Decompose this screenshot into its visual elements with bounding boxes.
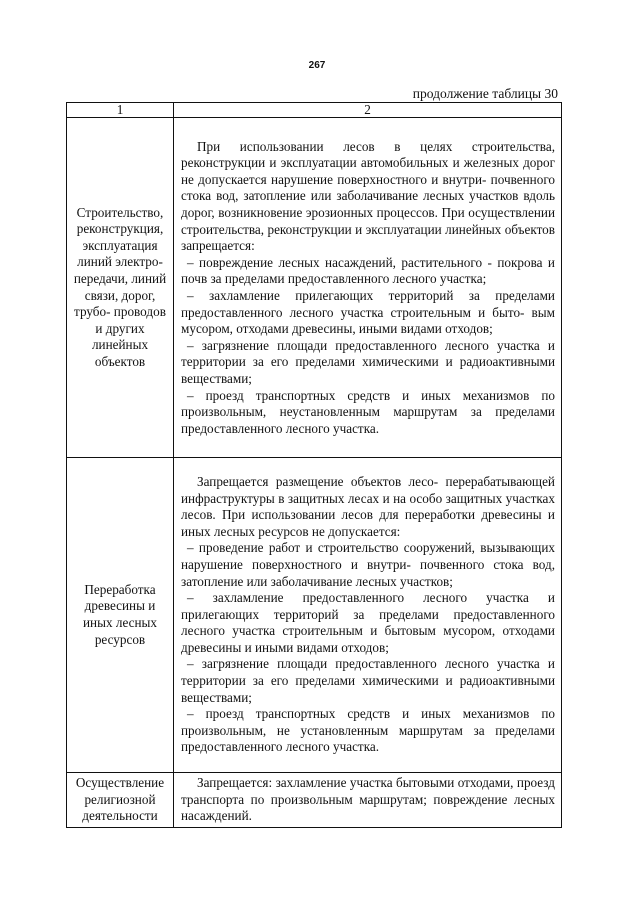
restriction-item: – повреждение лесных насаждений, растительного - покрова и почв за пределами предоставленного лесного участка;: [181, 254, 555, 287]
table-row: [67, 773, 562, 828]
restriction-item: – загрязнение площади предоставленного лесного участка и территории за его пределами химическими и радиоактивными веществами;: [181, 656, 555, 705]
table-continuation-label: продолжение таблицы 30: [412, 86, 558, 101]
forest-use-table: [66, 102, 562, 828]
restrictions-cell: [174, 458, 562, 773]
restriction-item: – захламление прилегающих территорий за пределами предоставленного лесного участка строительным и быто- вым мусором, отходами древесины, иными видами отходов;: [181, 288, 555, 337]
restriction-item: – загрязнение площади предоставленного лесного участка и территории за его пределами химическими и радиоактивными веществами;: [181, 337, 555, 386]
table-header-row: [67, 103, 562, 118]
restriction-item: – захламление предоставленного лесного участка и прилегающих территорий за пределами предоставленного лесного участка строительным и бытовым мусором, отходами древесины и иными видами отходов;: [181, 590, 555, 655]
page-number: 267: [308, 60, 326, 71]
activity-cell: Осуществление религиозной деятельности: [67, 773, 174, 828]
activity-cell: Строительство, реконструкция, эксплуатация линий электро- передачи, линий связи, дорог, трубо- проводов и других линейных объектов: [67, 118, 174, 458]
restrictions-cell: [174, 118, 562, 458]
restriction-item: – проезд транспортных средств и иных механизмов по произвольным, не установленным маршрутам за пределами предоставленного лесного участка.: [181, 706, 555, 755]
activity-cell: Переработка древесины и иных лесных ресурсов: [67, 458, 174, 773]
restriction-item: – проведение работ и строительство сооружений, вызывающих нарушение поверхностного и внутри- почвенного стока вод, затопление или заболачивание лесных участков;: [181, 540, 555, 589]
column-header-1: 1: [67, 103, 174, 118]
column-header-2: 2: [174, 103, 562, 118]
restrictions-cell: [174, 773, 562, 828]
restriction-paragraph: При использовании лесов в целях строительства, реконструкции и эксплуатации автомобильных и железных дорог не допускается нарушение поверхностного и внутри- почвенного стока вод, затопление или заболачивание лесных участков вдоль дорог, возникновение эрозионных процессов. При осуществлении строительства, реконструкции и эксплуатации линейных объектов запрещается:: [181, 138, 555, 254]
table-row: [67, 458, 562, 773]
table-row: [67, 118, 562, 458]
restriction-item: – проезд транспортных средств и иных механизмов по произвольным, неустановленным маршрутам за пределами предоставленного лесного участка.: [181, 387, 555, 436]
restriction-paragraph: Запрещается: захламление участка бытовыми отходами, проезд транспорта по произвольным маршрутам; повреждение лесных насаждений.: [181, 775, 555, 824]
restriction-paragraph: Запрещается размещение объектов лесо- перерабатывающей инфраструктуры в защитных лесах и на особо защитных участках лесов. При использовании лесов для переработки древесины и иных лесных ресурсов не допускается:: [181, 473, 555, 539]
